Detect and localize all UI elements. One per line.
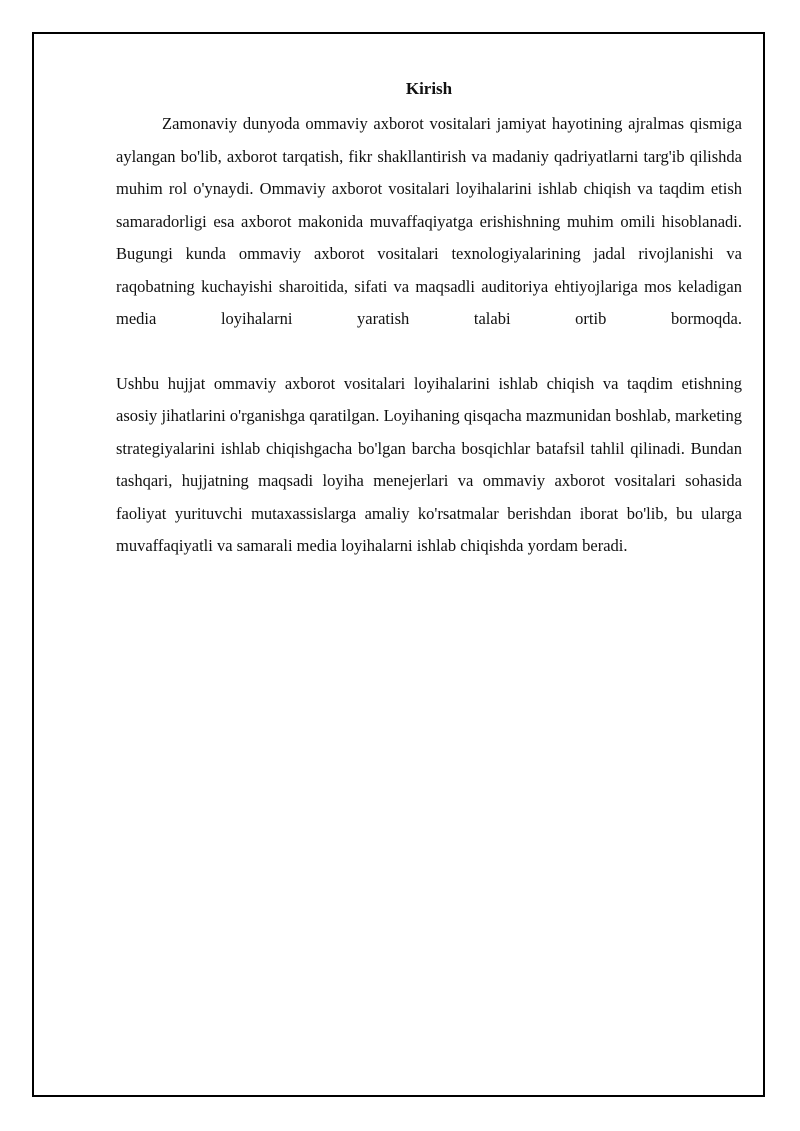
- document-title: Kirish: [405, 79, 453, 98]
- paragraph-purpose: Ushbu hujjat ommaviy axborot vositalari loyihalarini ishlab chiqish va taqdim etishning asosiy jihatlarini o'rganishga qaratilgan. Loyihaning qisqacha mazmunidan boshlab, marketing strategiyalarini ishlab chiqishgacha bo'lgan barcha bosqichlar batafsil tahlil qilinadi. Bundan tashqari, hujjatning maqsadi loyiha menejerlari va ommaviy axborot vositalari sohasida faoliyat yurituvchi mutaxassislarga amaliy ko'rsatmalar berishdan iborat bo'lib, bu ularga muvaffaqiyatli va samarali media loyihalarni ishlab chiqishda yordam beradi.: [116, 373, 742, 555]
- paragraph-intro: Zamonaviy dunyoda ommaviy axborot vositalari jamiyat hayotining ajralmas qismiga aylangan bo'lib, axborot tarqatish, fikr shakllantirish va madaniy qadriyatlarni targ'ib qilishda muhim rol o'ynaydi. Ommaviy axborot vositalari loyihalarini ishlab chiqish va taqdim etish samaradorligi esa axborot makonida muvaffaqiyatga erishishning muhim omili hisoblanadi. Bugungi kunda ommaviy axborot vositalari texnologiyalarining jadal rivojlanishi va raqobatning kuchayishi sharoitida, sifati va maqsadli auditoriya ehtiyojlariga mos keladigan media loyihalarni yaratish talabi ortib bormoqda.: [116, 114, 742, 328]
- document-body: [116, 78, 742, 563]
- paragraph-spacer: [116, 336, 742, 368]
